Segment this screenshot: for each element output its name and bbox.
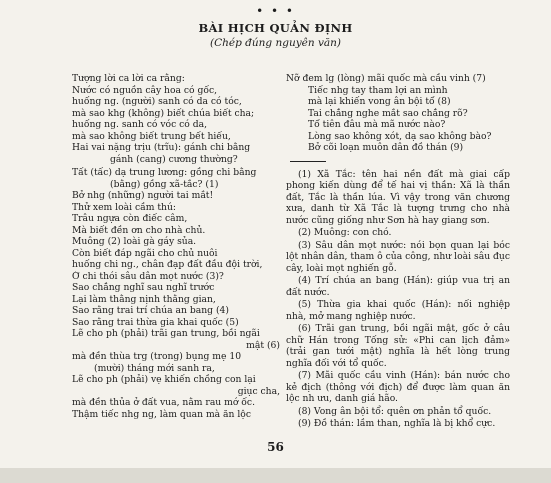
poem-line: Tai chẳng nghe mắt sao chẳng rõ? bbox=[308, 107, 468, 119]
poem-line: gánh (cang) cương thường? bbox=[110, 153, 238, 165]
poem-line: mà đền thủa ở đất vua, nằm rau mớ ốc. bbox=[72, 397, 255, 408]
page-title: BÀI HỊCH QUẢN ĐỊNH bbox=[198, 21, 353, 35]
page-subtitle: (Chép đúng nguyên văn) bbox=[209, 37, 341, 49]
poem-line: Sao rằng trai trí chúa an bang (4) bbox=[72, 305, 229, 316]
footnote: (9) Đồ thán: lầm than, nghĩa là bị khổ cực. bbox=[298, 418, 496, 429]
poem-line: Tượng lời ca lời ca rằng: bbox=[72, 73, 185, 84]
footnote: (6) Trãi gan trung, bồi ngãi mật, gốc ở câu chữ Hán trong Tống sử: «Phi can lịch đảm» (trải gan tưới mật) nghĩa là hết lòng trung nghĩa đối với tổ quốc. bbox=[286, 323, 510, 369]
poem-line: Mà biết đền ơn cho nhà chủ. bbox=[72, 224, 206, 236]
poem-line: Lẽ cho ph (phải) vẹ khiến chồng con lại bbox=[72, 374, 256, 385]
poem-line: Bở cõi loạn muôn dân đồ thán (9) bbox=[308, 142, 464, 153]
poem-line: huống ng. sanh có vóc có da, bbox=[72, 119, 208, 130]
poem-line: Muông (2) loài gà gáy sủa. bbox=[72, 236, 197, 247]
page-edge bbox=[0, 468, 551, 483]
poem-line: mật (6) bbox=[246, 339, 280, 351]
poem-line: Nước có nguồn cây hoa có gốc, bbox=[72, 84, 218, 96]
footnote: (5) Thừa gia khai quốc (Hán): nối nghiệp nhà, mở mang nghiệp nước. bbox=[286, 299, 510, 322]
right-column bbox=[286, 73, 510, 431]
footnote: (3) Sâu dân mọt nước: nói bọn quan lại bóc lột nhân dân, tham ô của công, như loài sâu đục cây, loài mọt nghiến gỗ. bbox=[286, 239, 510, 274]
poem-line: Trâu ngựa còn điếc câm, bbox=[72, 213, 188, 224]
poem-line: giục cha, bbox=[237, 385, 280, 397]
poem-line: mà đền thùa trg (trong) bụng mẹ 10 bbox=[72, 351, 242, 362]
ornament-stars: • • • bbox=[256, 4, 295, 18]
footnote: (1) Xã Tắc: tên hai nền đất mà giai cấp phong kiến dùng để tế hai vị thần: Xã là thần đất, Tắc là thần lúa. Vì vậy trong văn chương xưa, danh từ Xã Tắc là tượng trưng cho nhà nước cũng giống như Sơn hà hay giang sơn. bbox=[286, 168, 510, 226]
poem-line: Lại làm thằng nịnh thằng gian, bbox=[72, 293, 216, 305]
poem-line-right-aligned bbox=[72, 386, 280, 398]
poem-line: mà lại khiến vong ân bội tổ (8) bbox=[308, 96, 451, 107]
footnote: (2) Muông: con chó. bbox=[298, 227, 392, 238]
poem-line: Bở nhg (những) người tai mắt! bbox=[72, 190, 214, 201]
poem-line: Thử xem loài cầm thú: bbox=[72, 201, 176, 213]
poem-line: Sao chẳng nghĩ sau nghĩ trước bbox=[72, 282, 215, 293]
poem-line: Lẽ cho ph (phải) trãi gan trung, bồi ngãi bbox=[72, 328, 260, 339]
poem-line-right-aligned bbox=[72, 340, 280, 352]
poem-line: (bằng) gồng xã-tắc? (1) bbox=[110, 178, 219, 190]
poem-line: mà sao không biết trung bết hiếu, bbox=[72, 130, 231, 142]
poem-line: Còn biết đáp ngãi cho chủ nuôi bbox=[72, 247, 218, 259]
poem-line: Lòng sao không xót, dạ sao không bào? bbox=[308, 130, 492, 142]
poem-line: mà sao khg (không) biết chúa biết cha; bbox=[72, 107, 255, 119]
poem-line: Sao rằng trai thừa gia khai quốc (5) bbox=[72, 316, 239, 328]
footnote-divider bbox=[290, 161, 326, 162]
poem-line: huống chi ng., chân đạp đất đầu đội trời, bbox=[72, 259, 263, 270]
poem-line: Tất (tấc) dạ trung lương: gồng chi bằng bbox=[72, 167, 257, 178]
poem-line: (mười) tháng mới sanh ra, bbox=[94, 362, 215, 374]
poem-line: Nỡ đem lg (lòng) mãi quốc mà cầu vinh (7) bbox=[286, 73, 486, 84]
left-column-poem bbox=[72, 73, 280, 420]
poem-line: Tiếc nhg tay tham lợi an mình bbox=[308, 84, 448, 96]
poem-line: Ở chi thói sâu dân mọt nước (3)? bbox=[72, 270, 224, 282]
poem-line: Hai vai nặng trịu (trĩu): gánh chi bằng bbox=[72, 142, 251, 153]
page-number: 56 bbox=[267, 440, 284, 454]
poem-line: Thậm tiếc nhg ng, làm quan mà ăn lộc bbox=[72, 408, 251, 420]
footnote: (7) Mãi quốc cầu vinh (Hán): bán nước cho kẻ địch (thông với địch) để được làm quan ăn lộc nh ưu, danh giá hão. bbox=[286, 370, 510, 404]
poem-line: huống ng. (người) sanh có da có tóc, bbox=[72, 96, 242, 107]
footnote: (4) Trí chúa an bang (Hán): giúp vua trị an đất nước. bbox=[286, 275, 510, 298]
poem-line: Tổ tiên đâu mà mã nước nào? bbox=[308, 119, 446, 130]
footnote: (8) Vong ân bội tổ: quên ơn phản tổ quốc. bbox=[298, 405, 492, 417]
